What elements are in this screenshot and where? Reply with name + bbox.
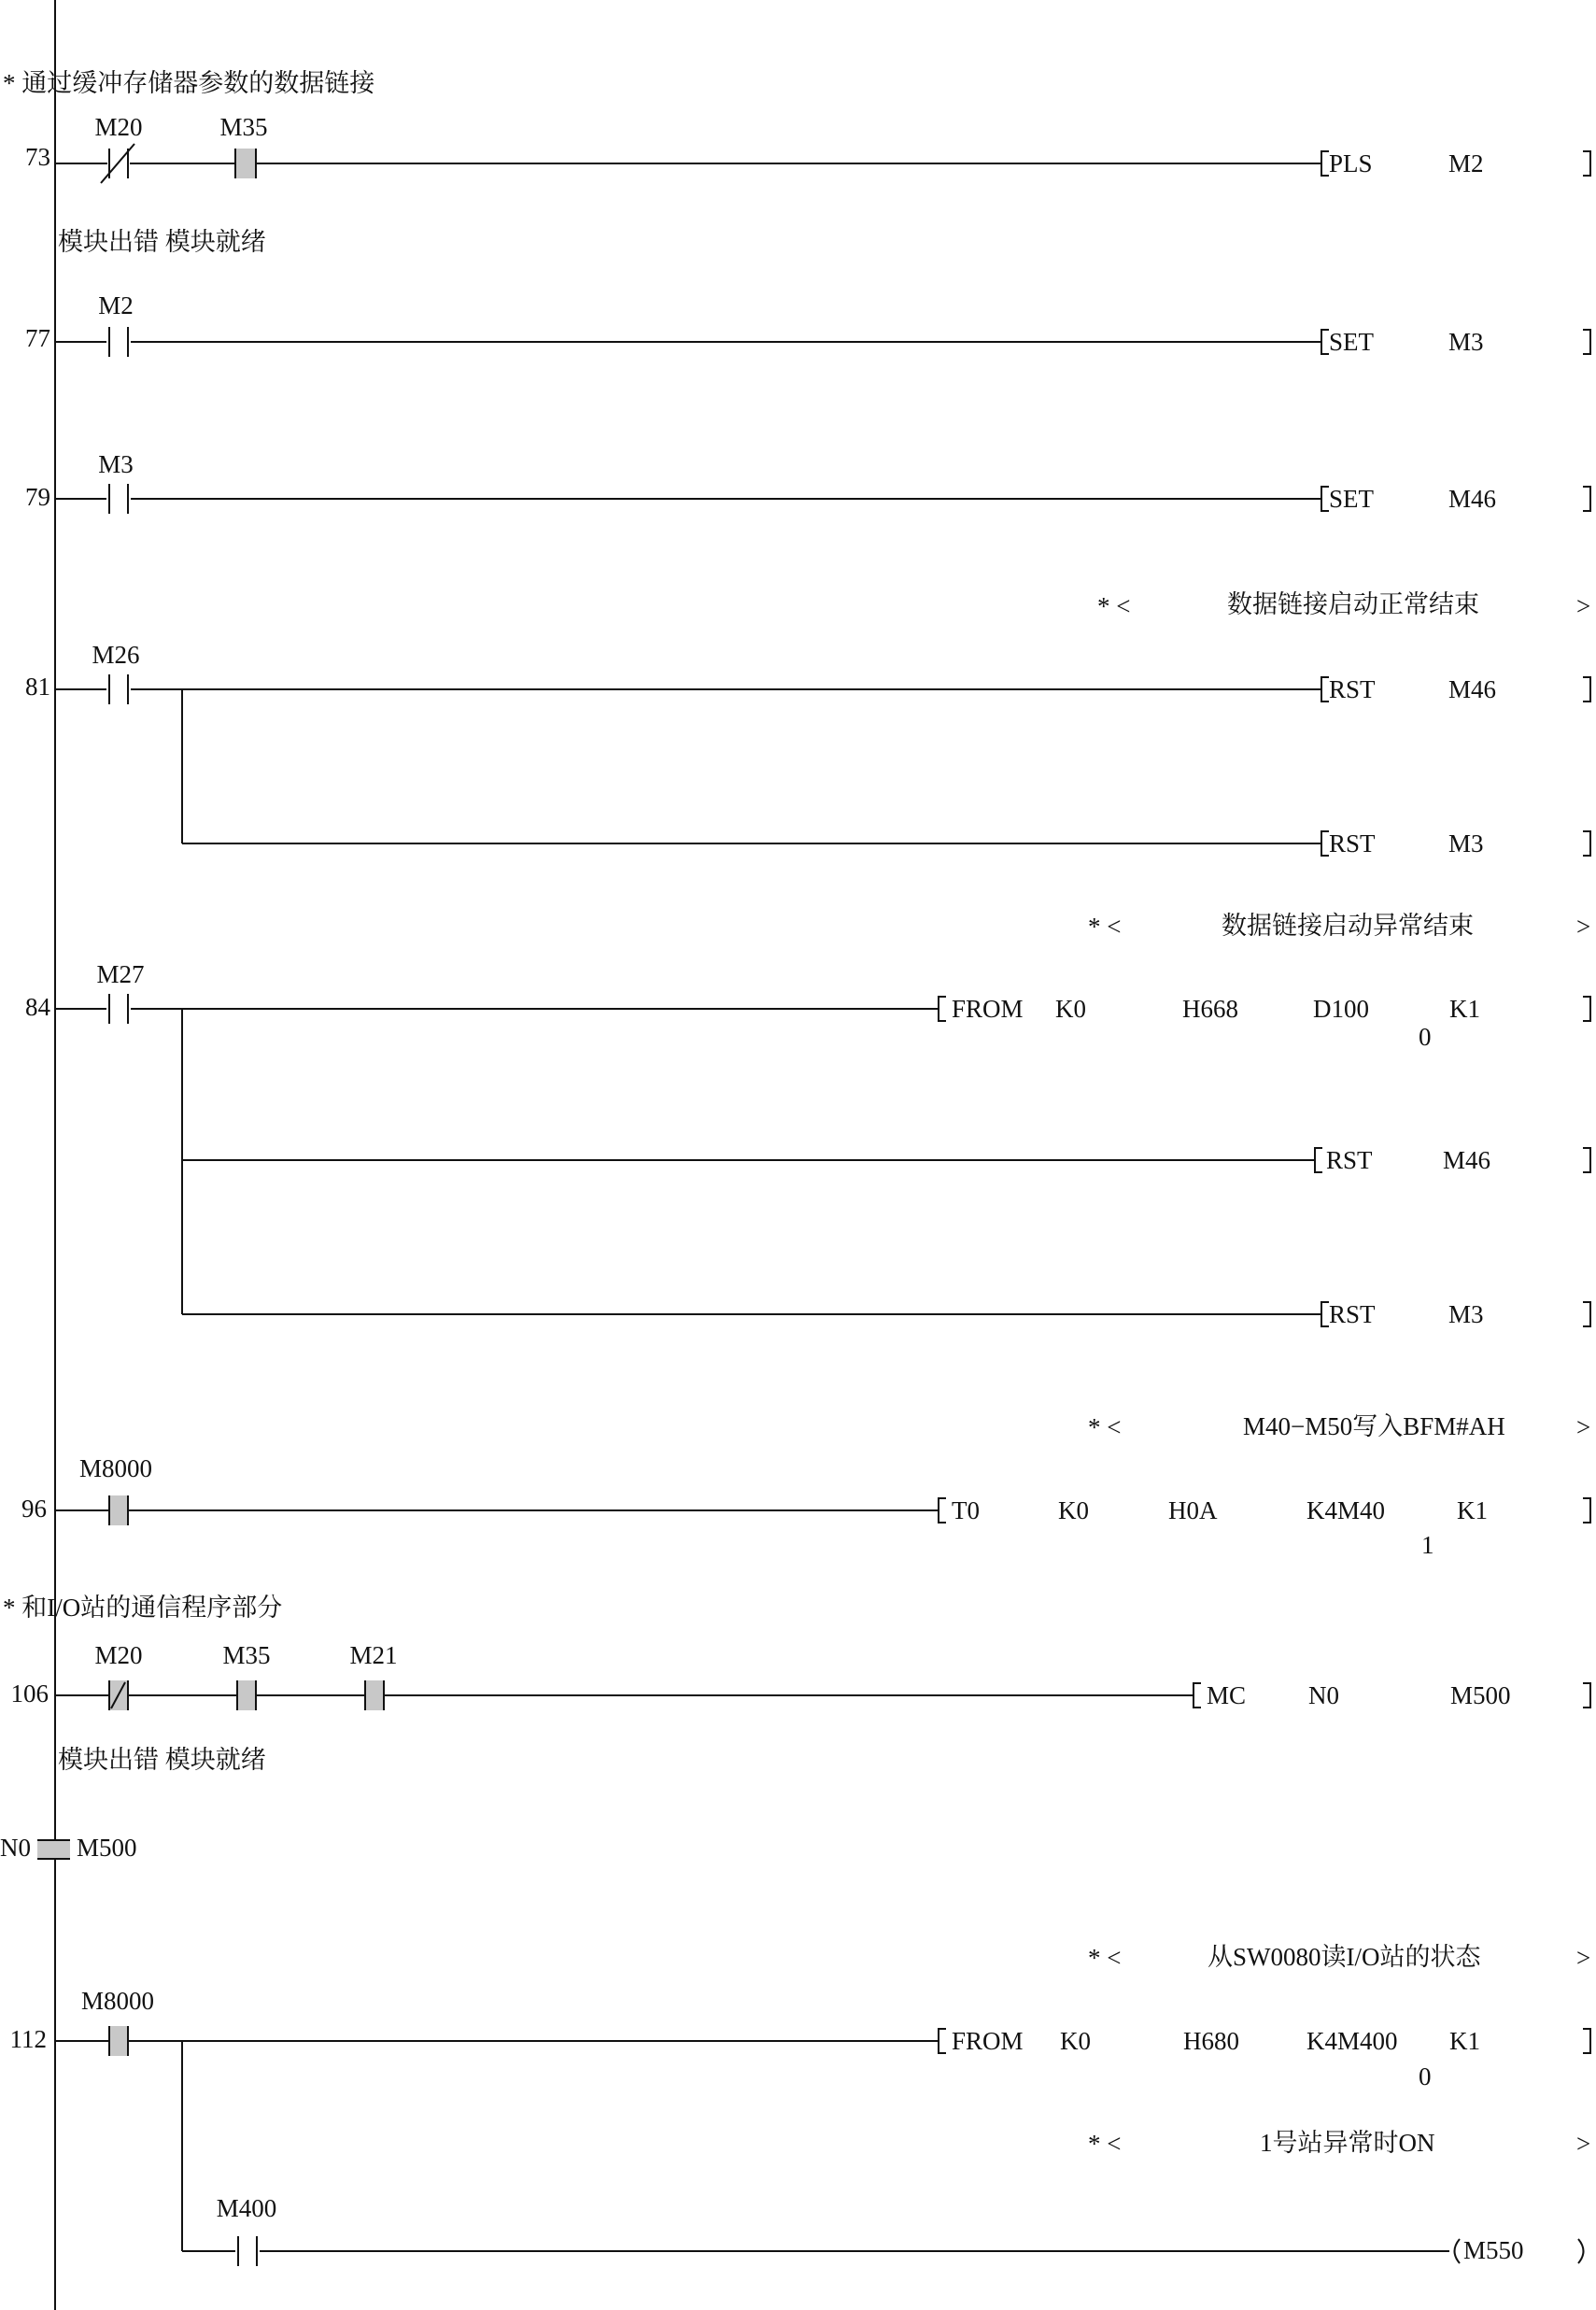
svg-text:D100: D100 xyxy=(1313,995,1369,1023)
instruction-box xyxy=(1321,328,1590,356)
svg-text:0: 0 xyxy=(1419,2062,1432,2090)
step-number: 73 xyxy=(25,143,50,171)
step-number: 84 xyxy=(25,993,50,1021)
section-title: * 通过缓冲存储器参数的数据链接 xyxy=(3,69,375,97)
svg-text:数据链接启动正常结束: 数据链接启动正常结束 xyxy=(1227,590,1479,618)
contact-no xyxy=(92,641,139,704)
contact-no xyxy=(349,1641,397,1710)
contact-note: 模块出错 模块就绪 xyxy=(58,1746,266,1774)
svg-text:>: > xyxy=(1576,913,1591,941)
contact-label: M20 xyxy=(94,1641,143,1669)
svg-text:K1: K1 xyxy=(1457,1496,1488,1524)
svg-text:MC: MC xyxy=(1207,1681,1247,1709)
step-number: 81 xyxy=(25,673,50,701)
svg-text:K0: K0 xyxy=(1055,995,1086,1023)
svg-text:H0A: H0A xyxy=(1168,1496,1218,1524)
instruction-box xyxy=(939,1496,1590,1559)
contact-label: M20 xyxy=(94,113,143,141)
svg-text:M46: M46 xyxy=(1448,675,1497,703)
instruction-box xyxy=(1321,485,1590,513)
instruction-box xyxy=(1321,829,1590,857)
contact-note: 模块出错 模块就绪 xyxy=(58,228,266,256)
contact-label: M26 xyxy=(92,641,140,669)
svg-text:数据链接启动异常结束: 数据链接启动异常结束 xyxy=(1222,912,1474,940)
svg-text:M500: M500 xyxy=(1450,1681,1511,1709)
rung-comment xyxy=(1088,912,1590,941)
svg-text:>: > xyxy=(1576,592,1591,620)
svg-text:>: > xyxy=(1576,1413,1591,1441)
svg-text:K4M40: K4M40 xyxy=(1306,1496,1386,1524)
contact-label: M35 xyxy=(219,113,268,141)
svg-text:RST: RST xyxy=(1329,675,1376,703)
contact-no xyxy=(96,960,144,1024)
svg-text:K1: K1 xyxy=(1449,2027,1480,2055)
contact-label: M400 xyxy=(216,2194,277,2222)
svg-text:PLS: PLS xyxy=(1329,149,1373,177)
mc-device-label: M500 xyxy=(77,1834,137,1862)
contact-no xyxy=(222,1641,270,1710)
svg-text:H680: H680 xyxy=(1183,2027,1239,2055)
master-control-marker xyxy=(0,1834,137,1862)
svg-text:K0: K0 xyxy=(1058,1496,1089,1524)
svg-text:K1: K1 xyxy=(1449,995,1480,1023)
contact-no xyxy=(81,1987,154,2056)
contact-nc xyxy=(94,1641,142,1710)
svg-text:从SW0080读I/O站的状态: 从SW0080读I/O站的状态 xyxy=(1208,1943,1481,1971)
svg-text:* <: * < xyxy=(1088,1944,1122,1972)
contact-no xyxy=(98,450,134,514)
svg-text:FROM: FROM xyxy=(952,995,1024,1023)
svg-text:M3: M3 xyxy=(1448,328,1484,356)
contact-label: M3 xyxy=(98,450,134,478)
svg-text:RST: RST xyxy=(1326,1146,1373,1174)
contact-label: M8000 xyxy=(78,1454,153,1482)
instruction-box xyxy=(1315,1146,1590,1174)
step-number: 112 xyxy=(9,2025,47,2053)
rung-comment xyxy=(1097,590,1590,620)
contact-nc xyxy=(94,113,142,183)
svg-text:M3: M3 xyxy=(1448,829,1484,857)
svg-text:0: 0 xyxy=(1419,1023,1432,1051)
svg-text:M40−M50写入BFM#AH: M40−M50写入BFM#AH xyxy=(1243,1412,1505,1440)
contact-label: M21 xyxy=(349,1641,398,1669)
step-number: 77 xyxy=(25,324,50,352)
svg-text:FROM: FROM xyxy=(952,2027,1024,2055)
svg-text:K4M400: K4M400 xyxy=(1306,2027,1398,2055)
contact-no xyxy=(98,291,134,357)
svg-text:SET: SET xyxy=(1329,328,1375,356)
instruction-box xyxy=(1321,149,1590,177)
svg-text:K0: K0 xyxy=(1060,2027,1091,2055)
svg-text:* <: * < xyxy=(1088,913,1122,941)
step-number: 106 xyxy=(10,1679,49,1708)
contact-label: M2 xyxy=(98,291,134,319)
rung-comment xyxy=(1088,2129,1590,2158)
step-number: 79 xyxy=(25,483,50,511)
svg-text:M2: M2 xyxy=(1448,149,1484,177)
svg-text:M3: M3 xyxy=(1448,1300,1484,1328)
svg-text:SET: SET xyxy=(1329,485,1375,513)
rung-comment xyxy=(1088,1412,1590,1441)
instruction-box xyxy=(1321,1300,1590,1328)
svg-text:* <: * < xyxy=(1088,1413,1122,1441)
svg-text:M46: M46 xyxy=(1448,485,1497,513)
contact-label: M35 xyxy=(222,1641,271,1669)
step-number: 96 xyxy=(21,1495,47,1523)
rung-comment xyxy=(1088,1943,1590,1972)
svg-text:* <: * < xyxy=(1088,2130,1122,2158)
contact-no xyxy=(219,113,267,178)
instruction-box xyxy=(939,995,1590,1051)
svg-text:H668: H668 xyxy=(1182,995,1238,1023)
svg-text:M46: M46 xyxy=(1443,1146,1491,1174)
contact-label: M8000 xyxy=(80,1987,155,2015)
instruction-box xyxy=(939,2027,1590,2090)
section-title: * 和I/O站的通信程序部分 xyxy=(3,1594,283,1622)
contact-no xyxy=(79,1454,152,1525)
svg-text:* <: * < xyxy=(1097,592,1131,620)
svg-text:RST: RST xyxy=(1329,829,1376,857)
contact-label: M27 xyxy=(96,960,145,988)
svg-text:M550: M550 xyxy=(1463,2236,1524,2264)
svg-text:1号站异常时ON: 1号站异常时ON xyxy=(1260,2129,1435,2157)
svg-text:T0: T0 xyxy=(952,1496,980,1524)
instruction-box xyxy=(1321,675,1590,703)
nest-label: N0 xyxy=(0,1834,31,1862)
svg-text:1: 1 xyxy=(1421,1531,1434,1559)
output-coil xyxy=(1455,2236,1584,2264)
contact-no xyxy=(217,2194,277,2266)
svg-text:RST: RST xyxy=(1329,1300,1376,1328)
svg-text:>: > xyxy=(1576,1944,1591,1972)
svg-text:N0: N0 xyxy=(1308,1681,1339,1709)
instruction-box xyxy=(1193,1681,1590,1709)
svg-text:>: > xyxy=(1576,2130,1591,2158)
